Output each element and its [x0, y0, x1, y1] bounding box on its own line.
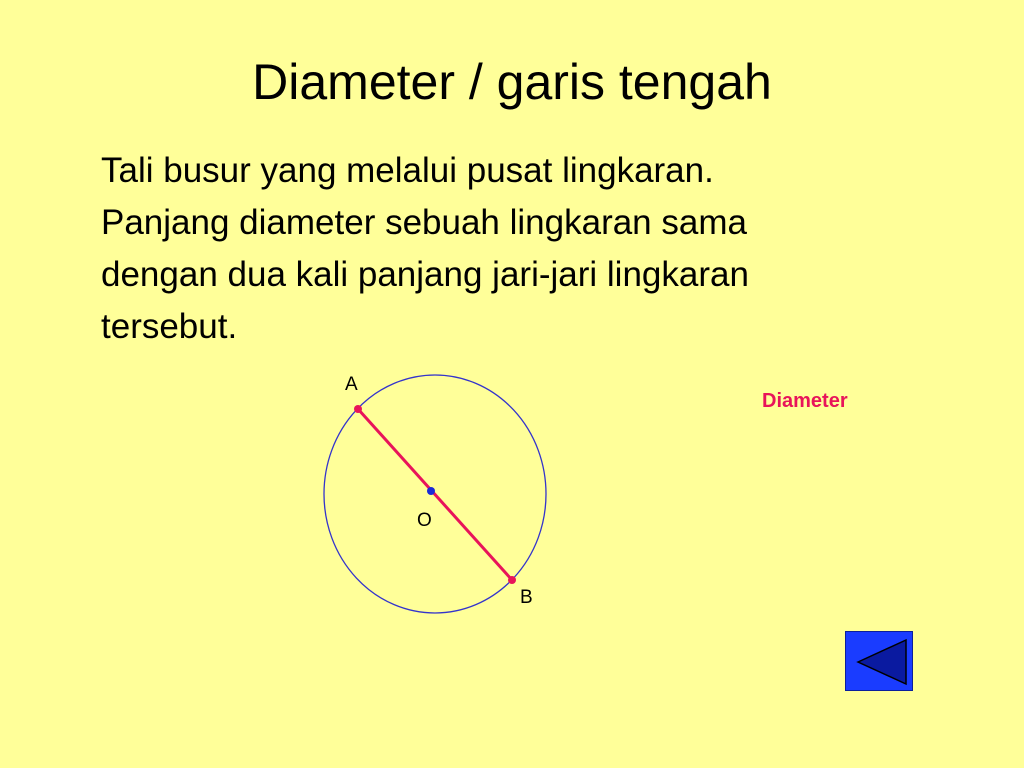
- definition-line: tersebut.: [101, 307, 238, 346]
- back-button[interactable]: [845, 631, 913, 691]
- center-label: O: [417, 510, 432, 531]
- definition-line: Tali busur yang melalui pusat lingkaran.: [101, 151, 714, 190]
- point-a: [354, 405, 362, 413]
- definition-line: dengan dua kali panjang jari-jari lingkaran: [101, 255, 749, 294]
- definition-line: Panjang diameter sebuah lingkaran sama: [101, 203, 747, 242]
- back-triangle-icon: [846, 632, 914, 692]
- slide-title: Diameter / garis tengah: [252, 54, 772, 110]
- diameter-line: [358, 409, 512, 580]
- center-point: [427, 487, 435, 495]
- point-a-label: A: [345, 374, 358, 395]
- point-b: [508, 576, 516, 584]
- diameter-label: Diameter: [762, 390, 848, 412]
- point-b-label: B: [520, 587, 533, 608]
